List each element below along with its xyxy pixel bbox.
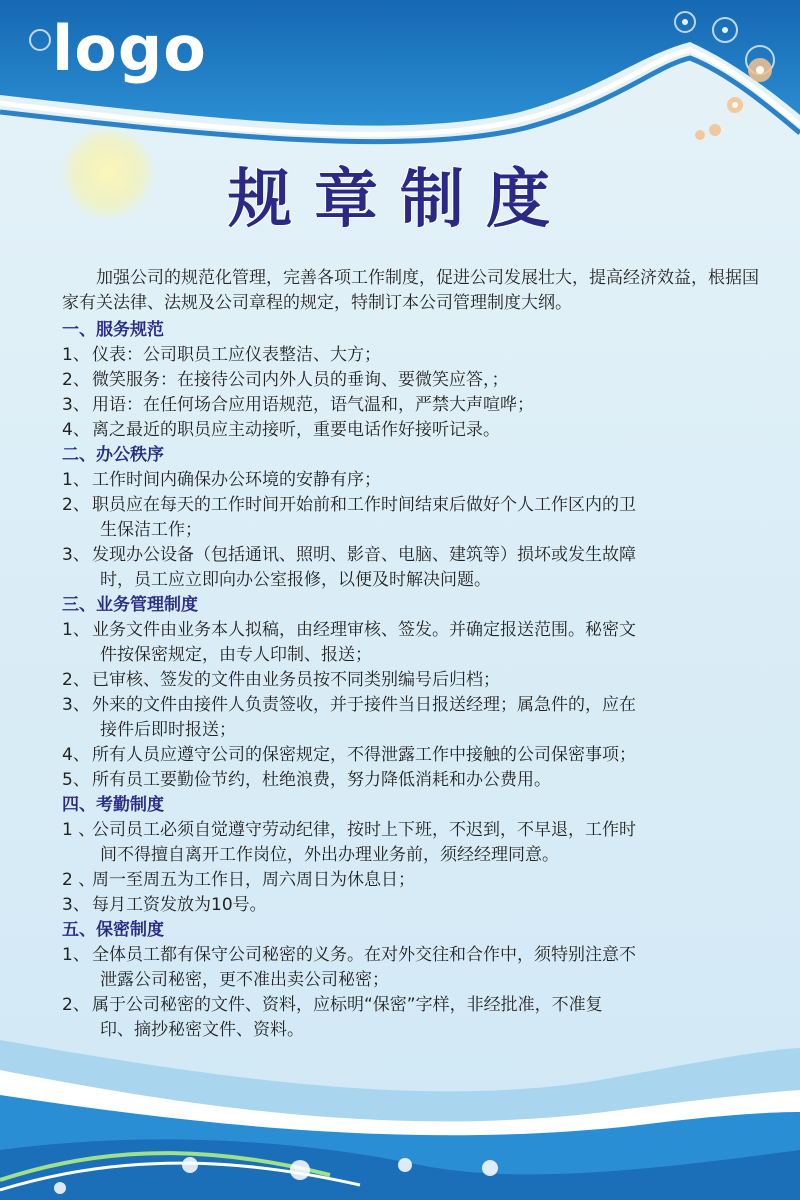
item-number: 2 、	[62, 870, 96, 890]
item-number: 2、	[62, 995, 90, 1015]
item-number: 1、	[62, 945, 90, 965]
list-item	[62, 943, 762, 993]
item-number: 1、	[62, 345, 90, 365]
list-item	[62, 368, 762, 393]
item-number: 3、	[62, 545, 90, 565]
item-number: 1、	[62, 470, 90, 490]
list-item	[62, 668, 762, 693]
item-number: 1 、	[62, 820, 96, 840]
item-text: 全体员工都有保守公司秘密的义务。在对外交往和合作中，须特别注意不	[92, 945, 636, 965]
item-text-continued: 间不得擅自离开工作岗位，外出办理业务前，须经经理同意。	[100, 845, 559, 865]
item-text: 所有员工要勤俭节约，杜绝浪费，努力降低消耗和办公费用。	[92, 770, 551, 790]
item-number: 3、	[62, 395, 90, 415]
item-text: 外来的文件由接件人负责签收，并于接件当日报送经理；属急件的，应在	[92, 695, 636, 715]
item-text: 已审核、签发的文件由业务员按不同类别编号后归档；	[92, 670, 500, 690]
item-number: 5、	[62, 770, 90, 790]
item-number: 2、	[62, 370, 90, 390]
list-item	[62, 893, 762, 918]
section-heading: 四、考勤制度	[62, 795, 164, 815]
item-number: 3、	[62, 895, 90, 915]
item-text: 离之最近的职员应主动接听，重要电话作好接听记录。	[92, 420, 500, 440]
item-text: 每月工资发放为10号。	[92, 895, 267, 915]
list-item	[62, 493, 762, 543]
item-text: 职员应在每天的工作时间开始前和工作时间结束后做好个人工作区内的卫	[92, 495, 636, 515]
item-text-continued: 泄露公司秘密，更不准出卖公司秘密；	[100, 970, 389, 990]
item-number: 2、	[62, 495, 90, 515]
item-text: 工作时间内确保办公环境的安静有序；	[92, 470, 381, 490]
list-item	[62, 418, 762, 443]
list-item	[62, 693, 762, 743]
section-heading: 五、保密制度	[62, 920, 164, 940]
item-text: 属于公司秘密的文件、资料，应标明“保密”字样，非经批准，不准复	[92, 995, 603, 1015]
item-text-continued: 接件后即时报送；	[100, 720, 236, 740]
item-text: 仪表：公司职员工应仪表整洁、大方；	[92, 345, 381, 365]
regulations-body	[62, 266, 762, 1043]
item-text: 公司员工必须自觉遵守劳动纪律，按时上下班，不迟到，不早退，工作时	[92, 820, 636, 840]
item-text-continued: 件按保密规定，由专人印制、报送；	[100, 645, 372, 665]
item-number: 3、	[62, 695, 90, 715]
logo: logo	[52, 12, 207, 85]
item-text: 周一至周五为工作日，周六周日为休息日；	[92, 870, 415, 890]
item-text: 所有人员应遵守公司的保密规定，不得泄露工作中接触的公司保密事项；	[92, 745, 636, 765]
section-heading: 二、办公秩序	[62, 445, 164, 465]
item-text-continued: 时，员工应立即向办公室报修，以便及时解决问题。	[100, 570, 491, 590]
item-text: 微笑服务：在接待公司内外人员的垂询、要微笑应答，；	[92, 370, 509, 390]
intro-paragraph: 加强公司的规范化管理，完善各项工作制度，促进公司发展壮大，提高经济效益，根据国家有关法律、法规及公司章程的规定，特制订本公司管理制度大纲。	[62, 268, 759, 313]
item-number: 4、	[62, 745, 90, 765]
item-text-continued: 印、摘抄秘密文件、资料。	[100, 1020, 304, 1040]
list-item	[62, 393, 762, 418]
item-number: 4、	[62, 420, 90, 440]
item-text: 发现办公设备（包括通讯、照明、影音、电脑、建筑等）损坏或发生故障	[92, 545, 636, 565]
list-item	[62, 468, 762, 493]
list-item	[62, 868, 762, 893]
list-item	[62, 343, 762, 368]
list-item	[62, 743, 762, 768]
section-heading: 一、服务规范	[62, 320, 164, 340]
list-item	[62, 543, 762, 593]
list-item	[62, 818, 762, 868]
item-text: 业务文件由业务本人拟稿，由经理审核、签发。并确定报送范围。秘密文	[92, 620, 636, 640]
item-number: 2、	[62, 670, 90, 690]
item-text: 用语：在任何场合应用语规范，语气温和，严禁大声喧哗；	[92, 395, 534, 415]
page-title: 规章制度	[228, 162, 572, 237]
list-item	[62, 993, 762, 1043]
item-text-continued: 生保洁工作；	[100, 520, 202, 540]
section-heading: 三、业务管理制度	[62, 595, 198, 615]
list-item	[62, 768, 762, 793]
list-item	[62, 618, 762, 668]
item-number: 1、	[62, 620, 90, 640]
